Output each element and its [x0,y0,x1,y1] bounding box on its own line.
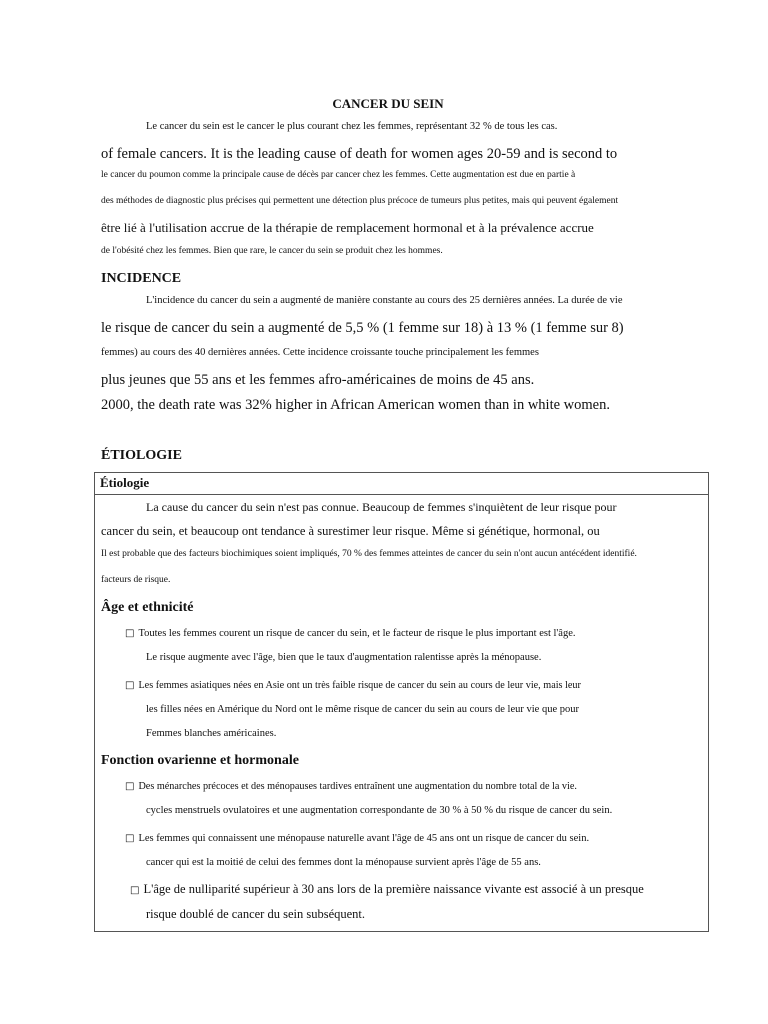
age-item-1 [125,628,576,639]
etiologie-line-2: cancer du sein, et beaucoup ont tendance à surestimer leur risque. Même si génétique, hormonal, ou [101,524,600,538]
etiologie-line-1: La cause du cancer du sein n'est pas connue. Beaucoup de femmes s'inquiètent de leur risque pour [146,500,617,514]
hormonal-item-2 [125,833,589,844]
age-item-2-cont2: Femmes blanches américaines. [146,728,277,739]
hormonal-item-2-cont: cancer qui est la moitié de celui des femmes dont la ménopause survient après l'âge de 55 ans. [146,857,541,868]
hormonal-item-3-text: L'âge de nulliparité supérieur à 30 ans lors de la première naissance vivante est associé à un presque [143,882,644,896]
intro-line-1: Le cancer du sein est le cancer le plus courant chez les femmes, représentant 32 % de tous les cas. [146,121,558,132]
hormonal-item-1-text: Des ménarches précoces et des ménopauses tardives entraînent une augmentation du nombre total de la vie. [138,781,577,792]
bullet-icon: □ [125,628,135,639]
document-title: CANCER DU SEIN [332,96,444,111]
etiologie-heading: ÉTIOLOGIE [101,448,182,463]
intro-line-3: le cancer du poumon comme la principale cause de décès par cancer chez les femmes. Cette augmentation est due en partie à [101,170,576,180]
etiologie-line-4: facteurs de risque. [101,575,171,585]
hormonal-heading: Fonction ovarienne et hormonale [101,753,299,768]
age-item-2-cont: les filles nées en Amérique du Nord ont le même risque de cancer du sein au cours de leur vie que pour [146,704,579,715]
hormonal-item-3 [130,882,644,897]
age-item-2-text: Les femmes asiatiques nées en Asie ont un très faible risque de cancer du sein au cours de leur vie, mais leur [138,680,581,691]
intro-line-6: de l'obésité chez les femmes. Bien que rare, le cancer du sein se produit chez les hommes. [101,246,443,256]
hormonal-item-2-text: Les femmes qui connaissent une ménopause naturelle avant l'âge de 45 ans ont un risque de cancer du sein. [138,833,590,844]
hormonal-item-1 [125,781,577,792]
bullet-icon: □ [125,833,135,844]
incidence-line-3: femmes) au cours des 40 dernières années. Cette incidence croissante touche principalement les femmes [101,347,539,358]
intro-line-5: être lié à l'utilisation accrue de la thérapie de remplacement hormonal et à la prévalence accrue [101,220,594,235]
hormonal-item-1-cont: cycles menstruels ovulatoires et une augmentation correspondante de 30 % à 50 % du risque de cancer du sein. [146,805,613,816]
intro-line-4: des méthodes de diagnostic plus précises qui permettent une détection plus précoce de tumeurs plus petites, mais qui peuvent également [101,196,619,206]
incidence-line-5: 2000, the death rate was 32% higher in African American women than in white women. [101,397,610,413]
bullet-icon: □ [125,680,135,691]
table-divider [94,494,709,495]
incidence-line-2: le risque de cancer du sein a augmenté de 5,5 % (1 femme sur 18) à 13 % (1 femme sur 8) [101,320,624,336]
incidence-line-4: plus jeunes que 55 ans et les femmes afro-américaines de moins de 45 ans. [101,372,535,388]
bullet-icon: □ [130,885,140,896]
age-item-1-cont: Le risque augmente avec l'âge, bien que le taux d'augmentation ralentisse après la ménopause. [146,652,542,663]
etiologie-box-title: Étiologie [100,475,150,490]
etiologie-line-3: Il est probable que des facteurs biochimiques soient impliqués, 70 % des femmes atteintes de cancer du sein n'ont aucun antécédent identifié. [101,549,637,559]
age-heading: Âge et ethnicité [101,600,194,615]
intro-line-2: of female cancers. It is the leading cause of death for women ages 20-59 and is second to [101,146,618,162]
age-item-1-text: Toutes les femmes courent un risque de cancer du sein, et le facteur de risque le plus important est l'âge. [138,628,576,639]
hormonal-item-3-cont: risque doublé de cancer du sein subséquent. [146,907,366,921]
incidence-line-1: L'incidence du cancer du sein a augmenté de manière constante au cours des 25 dernières années. La durée de vie [146,295,623,306]
bullet-icon: □ [125,781,135,792]
incidence-heading: INCIDENCE [101,271,182,286]
age-item-2 [125,680,581,691]
